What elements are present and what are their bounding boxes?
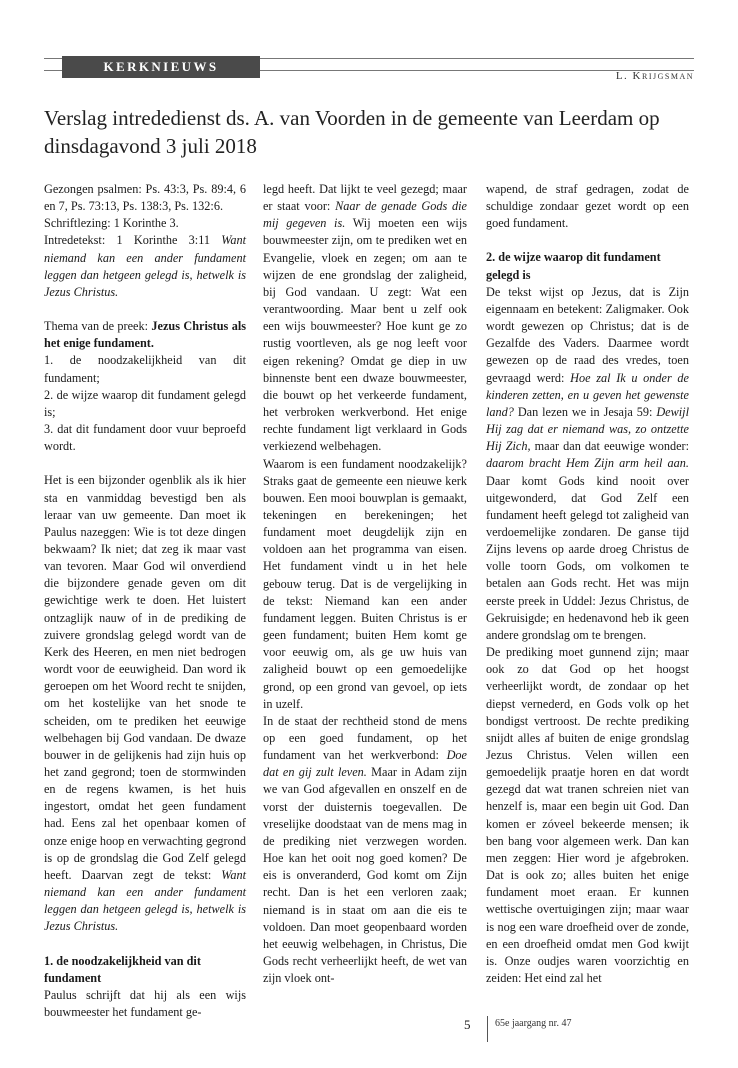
sermon-text-label: Intredetekst: 1 Korinthe 3:11 [44, 233, 222, 248]
journal-issue: 65e jaargang nr. 47 [495, 1018, 572, 1029]
heading-point-1: 1. de noodzakelijkheid van dit fundament [44, 953, 201, 985]
paragraph-continuation: wapend, de straf gedragen, zodat de schuldige zondaar gezet wordt op een goed fundament. [486, 182, 689, 231]
sermon-theme [44, 318, 246, 352]
scripture-reading: Schriftlezing: 1 Korinthe 3. [44, 216, 179, 231]
text-run: maar dan dat eeuwige wonder: [530, 439, 689, 454]
heading-point-2: 2. de wijze waarop dit fundament gelegd is [486, 250, 661, 282]
paragraph-paulus: Paulus schrijft dat hij als een wijs bouwmeester het fundament ge- [44, 987, 246, 1020]
sung-psalms: Gezongen psalmen: Ps. 43:3, Ps. 89:4, 6 en 7, Ps. 73:13, Ps. 138:3, Ps. 132:6. [44, 182, 246, 214]
paragraph-state-of-righteousness [263, 713, 467, 988]
text-run: Dan lezen we in Jesaja 59: [513, 404, 657, 419]
footer-rule [487, 1016, 488, 1042]
text-run: Maar in Adam zijn we van God afgevallen en onszelf en de vorst der duisternis toegevallen. De vreselijke doodstaat van de mens mag in de prediking niet verzwegen worden. Hoe kan het ooit nog goed komen? De eis is onveranderd, God komt om Zijn recht. Dan is het een verloren zaak; niemand is in staat om aan die eis te voldoen. Dan moet geopenbaard worden het eeuwig welbehagen, in Christus, Die Gods recht verheerlijkt heeft, de wet van zijn vloek ont- [263, 765, 467, 986]
column-1 [44, 181, 246, 1021]
theme-point-1: 1. de noodzakelijkheid van dit fundament; [44, 353, 246, 385]
sermon-theme-label: Thema van de preek: [44, 319, 152, 334]
theme-point-2: 2. de wijze waarop dit fundament gelegd is; [44, 387, 246, 419]
text-run: legd heeft. Dat lijkt te veel gezegd; maar er staat voor: [263, 182, 467, 214]
quote-run: Dewijl Hij zag dat er niemand was, zo ontzette Hij Zich, [486, 404, 689, 454]
intro-quote: Want niemand kan een ander fundament leggen dan hetgeen gelegd is, hetwelk is Jezus Christus. [44, 867, 246, 934]
paragraph-why-foundation: Waarom is een fundament noodzakelijk? Straks gaat de gemeente een nieuwe kerk bouwen. Een mooi bouwplan is gemaakt, tekeningen en berekeningen; het fundament moet deugdelijk zijn en voldoen aan het programma van eisen. Het fundament vindt u in het hele gebouw terug. Dat is de vergelijking in de tekst: Niemand kan een ander fundament leggen. Buiten Christus is er geen fundament; buiten Hem komt ge voor eeuwig om, als ge uw huis van zaligheid bouwt op een gemoedelijke grond, op een grond van gevoel, op iets in uzelf. [263, 456, 467, 711]
article-title: Verslag intrededienst ds. A. van Voorden in de gemeente van Leerdam op dinsdagavond 3 juli 2018 [44, 106, 660, 158]
sermon-text [44, 232, 246, 301]
quote-run: Hoe zal Ik u onder de kinderen zetten, en u geven het gewenste land? [486, 370, 689, 419]
column-2 [263, 181, 467, 987]
text-run: In de staat der rechtheid stond de mens op een goed fundament, op het fundament van het werkverbond: [263, 713, 467, 763]
column-3 [486, 181, 689, 987]
page-number: 5 [464, 1017, 471, 1032]
paragraph-preaching: De prediking moet gunnend zijn; maar ook zo dat God op het hoogst verheerlijkt wordt, de zondaar op het diepst vernederd, en Gods volk op het bondigst vertroost. De rechte prediking snijdt alles af buiten de enige grondslag Jezus Christus. Velen willen een gemoedelijk praatje horen en dat wordt gezegd dat wat tranen schreien niet van henzelf is, maar een begin uit God. Dan komen er zóveel bekeerde mensen; ik ben bang voor algemeen werk. Dan kan men zeggen: Hier word je afgebroken. Dat is ook zo; alles buiten het enige fundament moet eraan. Er kunnen wettische overtuigingen zijn; maar waar is nog een ware droefheid over de zonde, en een droefheid omdat men God kwijt is. Onze oudjes waren voorzichtig en zeiden: Het eind zal het [486, 645, 689, 986]
text-run: Daar komt Gods kind nooit over uitgewonderd, dat God Zelf een fundament heeft gelegd tot zaligheid van verdoemelijke zondaren. De ganse tijd Zijns levens op aarde droeg Christus de volle toorn Gods, om volkomen te betalen aan Gods recht. Het was mijn eerste preek in Uddel: Jezus Christus, de Gekruisigde; en hedenavond heb ik geen andere grondslag om te brengen. [486, 473, 689, 642]
text-run: Wij moeten een wijs bouwmeester zijn, om te prediken wet en Evangelie, vloek en zegen; om aan te wijzen de ene grondslag der zaligheid, bij God vandaan. U zegt: Wat een verantwoording. Maar bent u zelf ook een wijs bouwmeester? Hoe kunt ge zo rustig voortleven, als ge nog leeft voor eigen rekening? Omdat ge diep in uw binnenste bent een dwaze bouwmeester, die bouwt op het verkeerde fundament, het verbroken werkverbond. Het enige rechte fundament ligt verklaard in Gods verkiezend welbehagen. [263, 216, 467, 454]
author-name: L. Krijgsman [615, 70, 694, 82]
quote-run: Naar de genade Gods die mij gegeven is. [263, 199, 467, 231]
paragraph-jesus-name [486, 284, 689, 644]
header-rule-left [44, 70, 62, 71]
sermon-theme-title: Jezus Christus als het enige fundament. [44, 319, 246, 351]
paragraph-wise-builder [263, 181, 467, 456]
intro-paragraph [44, 472, 246, 935]
section-label: KERKNIEUWS [103, 59, 219, 74]
sermon-text-quote: Want niemand kan een ander fundament leggen dan hetgeen gelegd is, hetwelk is Jezus Christus. [44, 233, 246, 299]
theme-point-3: 3. dat dit fundament door vuur beproefd wordt. [44, 422, 246, 454]
text-run: De tekst wijst op Jezus, dat is Zijn eigennaam en betekent: Zaligmaker. Ook wordt gewezen op Christus; dat is de Gezalfde des Vaders. Daarmee wordt gewezen op de raad des vredes, toen gevraagd werd: [486, 284, 689, 385]
quote-run: daarom bracht Hem Zijn arm heil aan. [486, 456, 689, 471]
intro-text: Het is een bijzonder ogenblik als ik hier sta en vanmiddag bevestigd ben als leraar van uw gemeente. Dan moet ik Paulus nazeggen: Wie is tot deze dingen bekwaam? Ik niet; dat zeg ik maar vast van tevoren. Maar God wil onverdiend die bijzondere genade geven om dit gewichtige werk te doen. Het luistert ontzaglijk nauw of in de prediking de zuivere grondslag gelegd wordt van de Kerk des Heeren, en men niet bedrogen wordt voor de eeuwigheid. Dan word ik geroepen om het Woord recht te snijden, om het kostelijke van het snode te scheiden, om te prediken het eeuwige welbehagen bij God vandaan. De dwaze bouwer in de gelijkenis had zijn huis op het zand gegrond; toen de stormwinden en de regens kwamen, is het huis ingestort, omdat het geen fundament had. Eens zal het openbaar komen of onze enige hoop en verwachting gegrond is op de grondslag die God Zelf gelegd heeft. Daarvan zegt de tekst: [44, 473, 246, 882]
quote-run: Doe dat en gij zult leven. [263, 748, 467, 780]
